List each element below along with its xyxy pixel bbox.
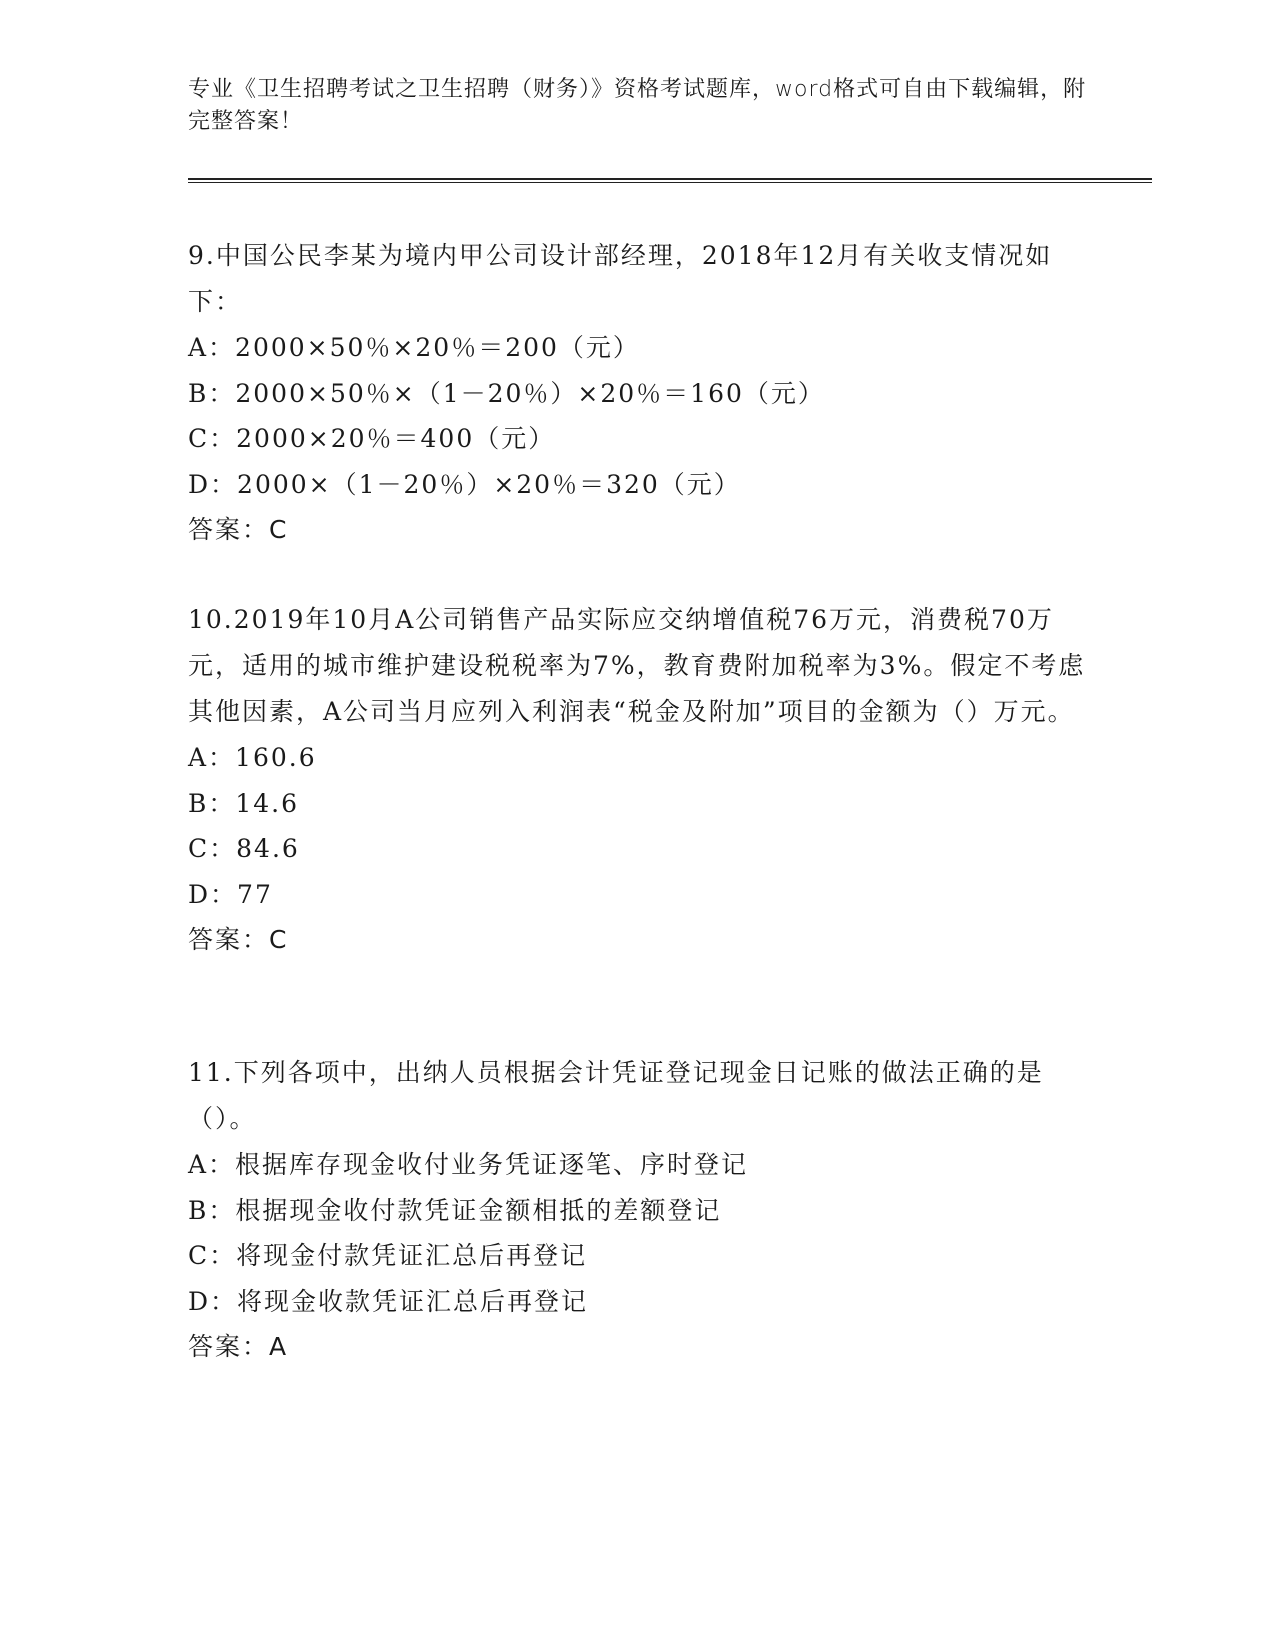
question-stem: 10.2019年10月A公司销售产品实际应交纳增值税76万元，消费税70万元，适用的城市维护建设税税率为7%，教育费附加税率为3%。假定不考虑其他因素，A公司当月应列入利润表“税金及附加”项目的金额为（）万元。: [188, 605, 1086, 726]
answer: 答案：C: [188, 515, 289, 544]
header-text: 专业《卫生招聘考试之卫生招聘（财务）》资格考试题库，word格式可自由下载编辑，附完整答案！: [188, 77, 1087, 134]
question-9: [188, 233, 1088, 553]
option-a: A：根据库存现金收付业务凭证逐笔、序时登记: [188, 1150, 749, 1179]
question-stem: 9.中国公民李某为境内甲公司设计部经理，2018年12月有关收支情况如下：: [188, 241, 1053, 316]
question-11: [188, 1050, 1088, 1370]
answer: 答案：A: [188, 1332, 289, 1361]
option-b: B：根据现金收付款凭证金额相抵的差额登记: [188, 1195, 722, 1225]
option-a: A：2000×50％×20％＝200（元）: [188, 333, 640, 362]
question-10: [188, 597, 1088, 963]
option-d: D：将现金收款凭证汇总后再登记: [188, 1286, 589, 1316]
option-a: A：160.6: [188, 743, 317, 772]
option-b: B：14.6: [188, 788, 300, 818]
option-c: C：将现金付款凭证汇总后再登记: [188, 1241, 588, 1270]
header-divider: [188, 178, 1152, 183]
option-b: B：2000×50％×（1－20％）×20％＝160（元）: [188, 378, 825, 408]
option-d: D：77: [188, 879, 273, 909]
answer: 答案：C: [188, 925, 289, 954]
question-stem: 11.下列各项中，出纳人员根据会计凭证登记现金日记账的做法正确的是（）。: [188, 1058, 1044, 1133]
option-d: D：2000×（1－20％）×20％＝320（元）: [188, 469, 741, 499]
option-c: C：2000×20％＝400（元）: [188, 424, 556, 453]
option-c: C：84.6: [188, 834, 300, 863]
